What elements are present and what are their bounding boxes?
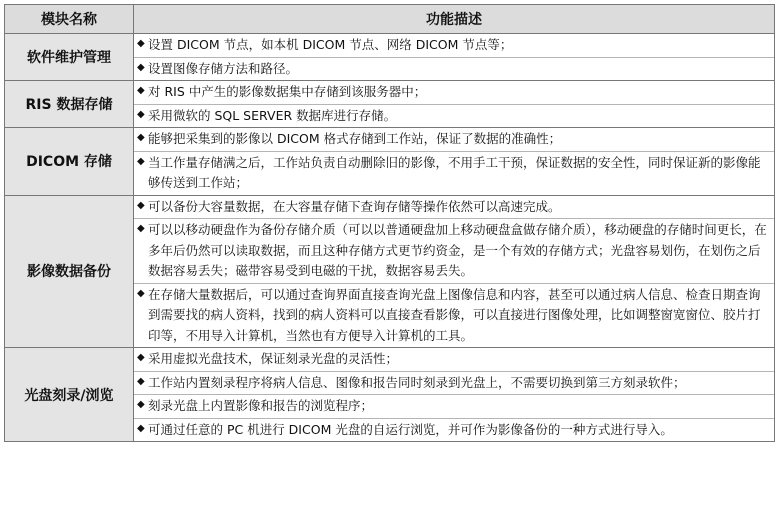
description-text: 在存储大量数据后，可以通过查询界面直接查询光盘上图像信息和内容，甚至可以通过病人信息、检查日期查询到需要找的病人资料，找到的病人资料可以直接查看影像，可以直接进行图像处理，比如调整窗宽窗位、胶片打印等，不用导入计算机，当然也有方便导入计算机的工具。 [148, 286, 761, 343]
bullet-icon: ◆ [137, 375, 145, 387]
description-text: 能够把采集到的影像以 DICOM 格式存储到工作站，保证了数据的准确性； [148, 131, 562, 146]
description-cell [134, 34, 775, 81]
bullet-icon: ◆ [137, 352, 145, 363]
bullet-icon: ◆ [137, 38, 145, 49]
module-name-cell: RIS 数据存储 [5, 81, 134, 128]
description-text: 采用微软的 SQL SERVER 数据库进行存储。 [148, 107, 397, 123]
description-cell [134, 195, 775, 348]
table-header-row [5, 5, 775, 34]
bullet-icon: ◆ [137, 422, 145, 434]
bullet-icon: ◆ [137, 399, 145, 410]
description-text: 对 RIS 中产生的影像数据集中存储到该服务器中； [148, 84, 427, 99]
module-function-table [4, 4, 775, 442]
bullet-icon: ◆ [137, 155, 145, 167]
table-row [5, 348, 775, 442]
header-module-name: 模块名称 [5, 5, 134, 34]
description-text: 可通过任意的 PC 机进行 DICOM 光盘的自运行浏览，并可作为影像备份的一种方式进行导入。 [148, 421, 673, 437]
description-item [134, 284, 774, 348]
description-text: 工作站内置刻录程序将病人信息、图像和报告同时刻录到光盘上，不需要切换到第三方刻录软件； [148, 374, 686, 390]
bullet-icon: ◆ [137, 199, 145, 211]
description-item [134, 219, 774, 284]
module-name-cell: 软件维护管理 [5, 34, 134, 81]
module-name-cell: DICOM 存储 [5, 128, 134, 196]
description-item [134, 372, 774, 396]
description-item [134, 128, 774, 152]
bullet-icon: ◆ [137, 287, 145, 299]
bullet-icon: ◆ [137, 108, 145, 120]
description-item [134, 419, 774, 442]
description-item [134, 34, 774, 58]
table-row [5, 195, 775, 348]
bullet-icon: ◆ [137, 61, 145, 73]
description-text: 设置 DICOM 节点，如本机 DICOM 节点、网络 DICOM 节点等； [148, 37, 513, 52]
description-item [134, 152, 774, 195]
bullet-icon: ◆ [137, 223, 145, 234]
description-item [134, 105, 774, 128]
header-function-description: 功能描述 [134, 5, 775, 34]
description-cell [134, 128, 775, 196]
description-text: 可以备份大容量数据，在大容量存储下查询存储等操作依然可以高速完成。 [148, 198, 561, 214]
module-name-cell: 影像数据备份 [5, 195, 134, 348]
table-row [5, 128, 775, 196]
description-text: 采用虚拟光盘技术，保证刻录光盘的灵活性； [148, 351, 399, 366]
description-text: 可以以移动硬盘作为备份存储介质（可以以普通硬盘加上移动硬盘盒做存储介质），移动硬盘的存储时间更长，在多年后仍然可以读取数据，而且这种存储方式更节约资金，是一个有效的存储方式；光盘容易划伤，在划伤之后数据容易丢失；磁带容易受到电磁的干扰，数据容易丢失。 [148, 222, 767, 278]
description-item [134, 196, 774, 220]
table-row [5, 34, 775, 81]
description-item [134, 81, 774, 105]
bullet-icon: ◆ [137, 132, 145, 143]
module-name-cell: 光盘刻录/浏览 [5, 348, 134, 442]
description-item [134, 348, 774, 372]
description-item [134, 395, 774, 419]
bullet-icon: ◆ [137, 85, 145, 96]
description-cell [134, 348, 775, 442]
description-item [134, 58, 774, 81]
description-text: 设置图像存储方法和路径。 [148, 60, 299, 76]
description-cell [134, 81, 775, 128]
description-text: 当工作量存储满之后，工作站负责自动删除旧的影像，不用手工干预，保证数据的安全性，同时保证新的影像能够传送到工作站； [148, 154, 761, 190]
description-text: 刻录光盘上内置影像和报告的浏览程序； [148, 398, 374, 413]
table-row [5, 81, 775, 128]
